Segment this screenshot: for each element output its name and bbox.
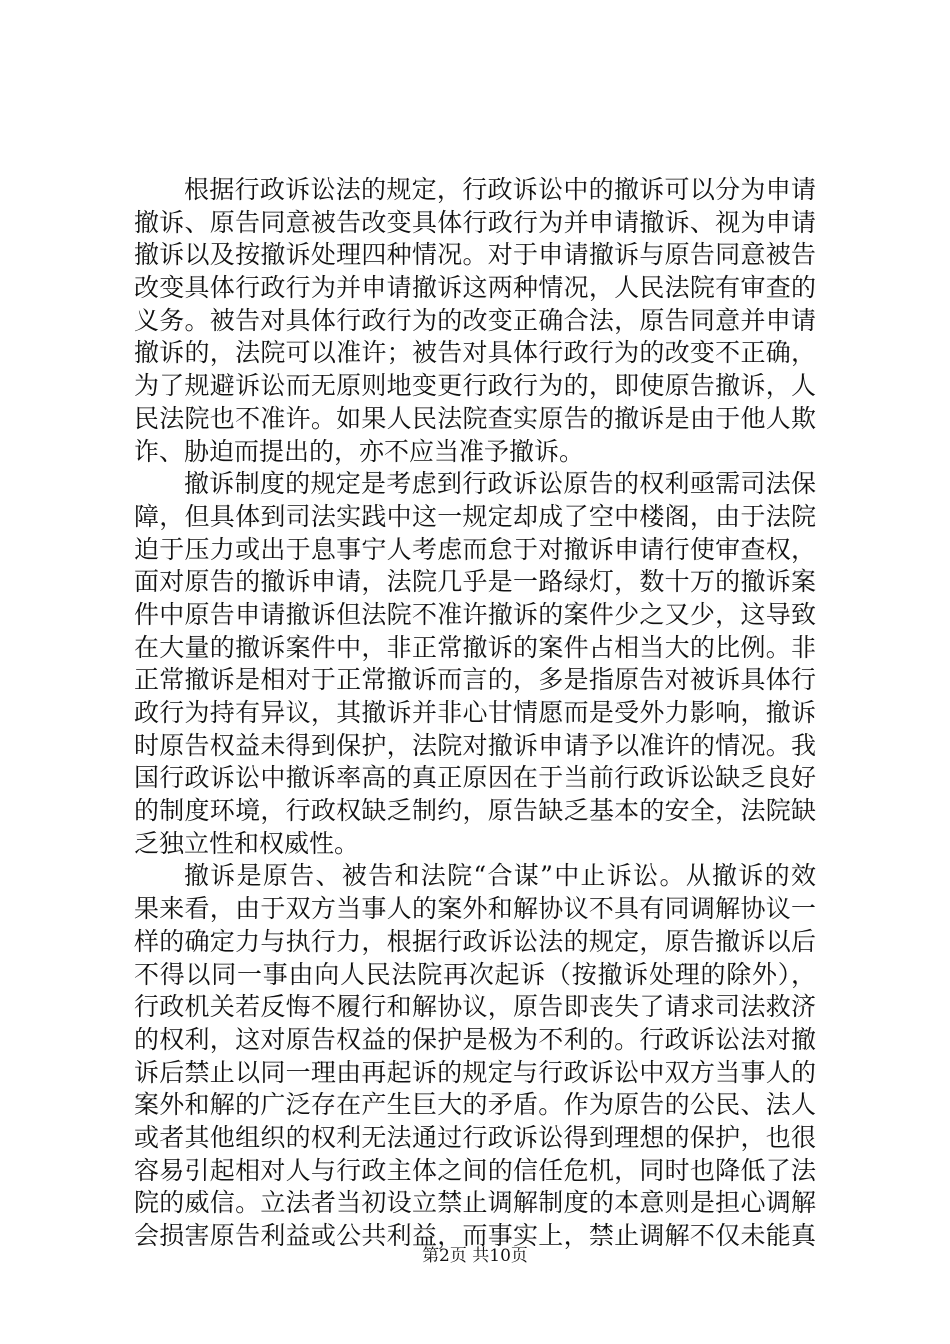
text-line: 会损害原告利益或公共利益，而事实上，禁止调解不仅未能真 — [134, 1221, 816, 1250]
text-line: 时原告权益未得到保护，法院对撤诉申请予以准许的情况。我 — [134, 730, 816, 760]
page-number: 第2页 共10页 — [422, 1246, 528, 1266]
text-line: 迫于压力或出于息事宁人考虑而怠于对撤诉申请行使审查权， — [134, 534, 816, 564]
text-line: 改变具体行政行为并申请撤诉这两种情况，人民法院有审查的 — [134, 273, 816, 303]
text-line: 样的确定力与执行力，根据行政诉讼法的规定，原告撤诉以后 — [134, 926, 816, 956]
text-line: 乏独立性和权威性。 — [134, 828, 360, 858]
text-line: 正常撤诉是相对于正常撤诉而言的，多是指原告对被诉具体行 — [134, 665, 816, 695]
text-line: 院的威信。立法者当初设立禁止调解制度的本意则是担心调解 — [134, 1188, 816, 1218]
text-line: 撤诉、原告同意被告改变具体行政行为并申请撤诉、视为申请 — [134, 207, 816, 237]
text-line: 面对原告的撤诉申请，法院几乎是一路绿灯，数十万的撤诉案 — [134, 567, 816, 597]
text-line: 撤诉制度的规定是考虑到行政诉讼原告的权利亟需司法保 — [184, 469, 816, 499]
paragraph-2 — [134, 468, 816, 860]
text-line: 障，但具体到司法实践中这一规定却成了空中楼阁，由于法院 — [134, 501, 816, 531]
text-line: 件中原告申请撤诉但法院不准许撤诉的案件少之又少，这导致 — [134, 599, 816, 629]
text-line: 容易引起相对人与行政主体之间的信任危机，同时也降低了法 — [134, 1155, 816, 1185]
text-line: 的制度环境，行政权缺乏制约，原告缺乏基本的安全，法院缺 — [134, 796, 816, 826]
text-line: 在大量的撤诉案件中，非正常撤诉的案件占相当大的比例。非 — [134, 632, 816, 662]
text-line: 民法院也不准许。如果人民法院查实原告的撤诉是由于他人欺 — [134, 403, 816, 433]
text-line: 为了规避诉讼而无原则地变更行政行为的，即使原告撤诉，人 — [134, 371, 816, 401]
text-line: 或者其他组织的权利无法通过行政诉讼得到理想的保护，也很 — [134, 1122, 816, 1152]
text-line: 果来看，由于双方当事人的案外和解协议不具有同调解协议一 — [134, 894, 816, 924]
text-line: 诉后禁止以同一理由再起诉的规定与行政诉讼中双方当事人的 — [134, 1057, 816, 1087]
text-line: 诈、胁迫而提出的，亦不应当准予撤诉。 — [134, 436, 585, 466]
text-line: 国行政诉讼中撤诉率高的真正原因在于当前行政诉讼缺乏良好 — [134, 763, 816, 793]
text-line: 行政机关若反悔不履行和解协议，原告即丧失了请求司法救济 — [134, 992, 816, 1022]
paragraph-3 — [134, 860, 816, 1252]
paragraph-1 — [134, 174, 816, 468]
text-line: 案外和解的广泛存在产生巨大的矛盾。作为原告的公民、法人 — [134, 1090, 816, 1120]
text-line: 的权利，这对原告权益的保护是极为不利的。行政诉讼法对撤 — [134, 1024, 816, 1054]
text-line: 撤诉是原告、被告和法院“合谋”中止诉讼。从撤诉的效 — [184, 861, 816, 891]
text-line: 不得以同一事由向人民法院再次起诉（按撤诉处理的除外）， — [134, 959, 816, 989]
text-line: 根据行政诉讼法的规定，行政诉讼中的撤诉可以分为申请 — [184, 175, 816, 204]
document-body — [134, 174, 816, 1253]
text-line: 政行为持有异议，其撤诉并非心甘情愿而是受外力影响，撤诉 — [134, 698, 816, 727]
text-line: 撤诉的，法院可以准许；被告对具体行政行为的改变不正确， — [134, 338, 816, 368]
page-footer — [0, 1245, 950, 1267]
text-line: 撤诉以及按撤诉处理四种情况。对于申请撤诉与原告同意被告 — [134, 240, 816, 270]
text-line: 义务。被告对具体行政行为的改变正确合法，原告同意并申请 — [134, 305, 816, 335]
